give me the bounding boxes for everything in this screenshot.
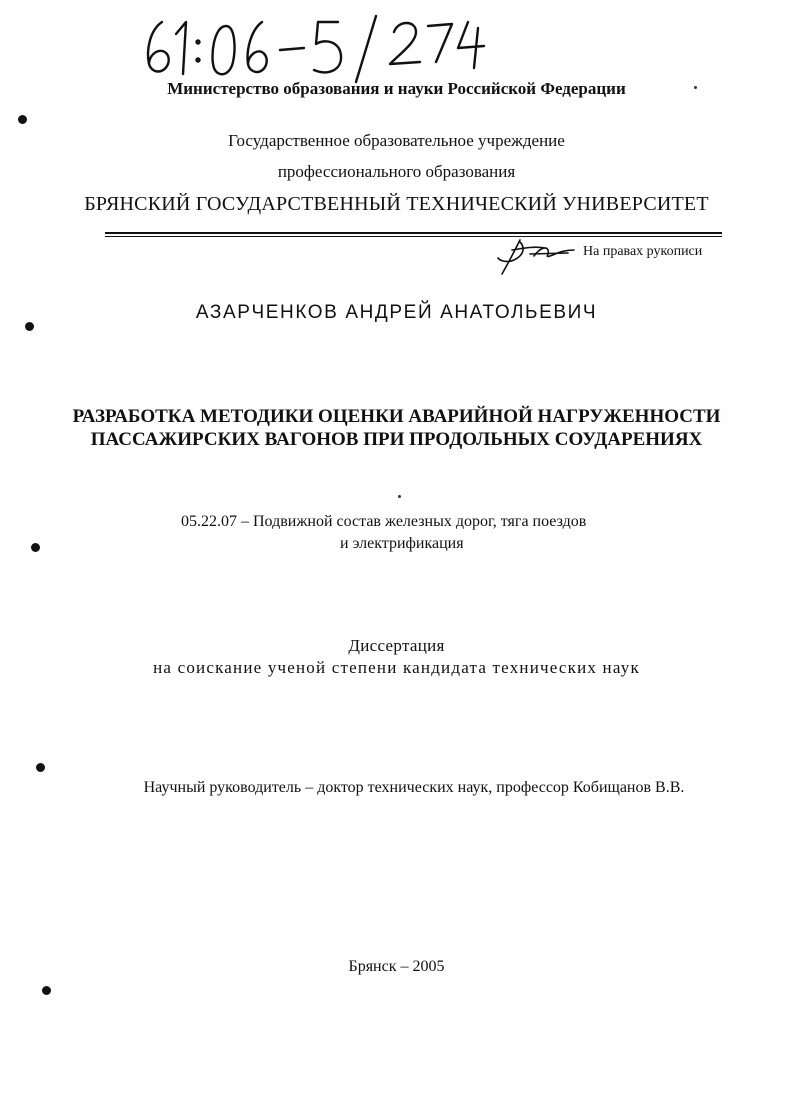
city-year: Брянск – 2005 — [348, 958, 445, 975]
binding-hole-mark — [31, 543, 40, 552]
scientific-supervisor: Научный руководитель – доктор технических наук, профессор Кобищанов В.В. — [143, 779, 685, 796]
handwritten-signature — [490, 236, 580, 278]
dissertation-title-line-2: ПАССАЖИРСКИХ ВАГОНОВ ПРИ ПРОДОЛЬНЫХ СОУДАРЕНИЯХ — [90, 429, 703, 450]
institution-line-1: Государственное образовательное учреждение — [228, 131, 565, 150]
degree-line: на соискание ученой степени кандидата технических наук — [153, 658, 640, 677]
handwritten-archive-code — [140, 12, 520, 84]
header-rule-thick — [105, 232, 722, 234]
binding-hole-mark — [25, 322, 34, 331]
dissertation-title-line-1: РАЗРАБОТКА МЕТОДИКИ ОЦЕНКИ АВАРИЙНОЙ НАГРУЖЕННОСТИ — [72, 406, 721, 427]
manuscript-note: На правах рукописи — [583, 244, 703, 259]
ministry-name: Министерство образования и науки Российской Федерации — [167, 79, 626, 98]
scan-speck — [694, 86, 697, 89]
author-name: АЗАРЧЕНКОВ АНДРЕЙ АНАТОЛЬЕВИЧ — [195, 302, 598, 323]
dissertation-label: Диссертация — [348, 636, 445, 655]
university-name: БРЯНСКИЙ ГОСУДАРСТВЕННЫЙ ТЕХНИЧЕСКИЙ УНИВЕРСИТЕТ — [84, 193, 709, 215]
header-rule-thin — [105, 236, 722, 237]
institution-line-2: профессионального образования — [277, 162, 516, 181]
scan-speck — [398, 495, 401, 498]
specialty-line-1: 05.22.07 – Подвижной состав железных дорог, тяга поездов — [181, 513, 587, 530]
binding-hole-mark — [18, 115, 27, 124]
binding-hole-mark — [42, 986, 51, 995]
binding-hole-mark — [36, 763, 45, 772]
specialty-line-2: и электрификация — [340, 535, 464, 552]
